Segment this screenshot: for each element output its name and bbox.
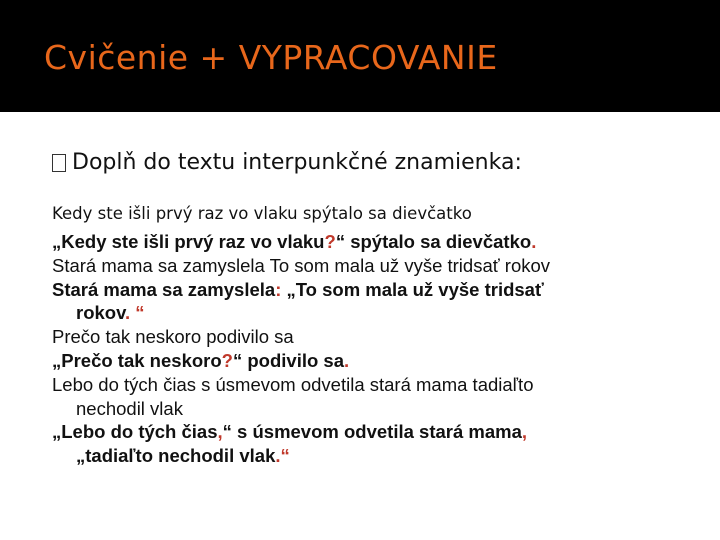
line-10-text-b: “: [280, 445, 290, 467]
task-instruction: Doplň do textu interpunkčné znamienka:: [72, 150, 522, 175]
line-9-punct-1: ,: [217, 421, 223, 443]
line-1-text-b: “ spýtalo sa dievčatko: [335, 231, 532, 252]
line-6-text-a: „Prečo tak neskoro: [52, 349, 222, 371]
line-3-punct-1: :: [275, 278, 282, 300]
line-5-task: Prečo tak neskoro podivilo sa: [52, 326, 294, 348]
exercise-lines: [52, 230, 716, 468]
line-6-punct-2: .: [344, 349, 350, 371]
line-3-solution: [52, 278, 716, 302]
line-9-text-a: „Lebo do tých čias: [52, 421, 218, 443]
line-4-text-b: “: [130, 302, 145, 324]
line-9-punct-2: ,: [521, 421, 528, 443]
line-6-solution: [52, 349, 716, 373]
line-4-punct-1: .: [125, 302, 131, 324]
intro-sentence: Kedy ste išli prvý raz vo vlaku spýtalo sa dievčatko: [52, 204, 472, 223]
line-10-punct-1: .: [275, 445, 281, 467]
line-2-task: Stará mama sa zamyslela To som mala už vyše tridsať rokov: [52, 254, 551, 276]
line-8-task: nechodil vlak: [76, 397, 183, 419]
line-10-text-a: „tadiaľto nechodil vlak: [76, 445, 276, 467]
task-bullet: [52, 150, 522, 175]
line-3-text-a: Stará mama sa zamyslela: [52, 278, 276, 300]
line-10-solution: [52, 444, 716, 468]
line-6-text-b: “ podivilo sa: [232, 349, 344, 371]
line-3-text-b: „To som mala už vyše tridsať: [281, 278, 544, 300]
bullet-box-icon: [52, 154, 66, 172]
line-4-solution: [52, 301, 716, 325]
line-1-solution: [52, 230, 716, 254]
line-9-text-b: “ s úsmevom odvetila stará mama: [222, 421, 522, 443]
line-1-punct-2: .: [531, 231, 537, 252]
title-bar: [0, 0, 720, 112]
line-4-text-a: rokov: [76, 302, 126, 324]
slide-title: Cvičenie + VYPRACOVANIE: [44, 38, 498, 77]
line-9-solution: [52, 420, 716, 444]
line-1-text-a: „Kedy ste išli prvý raz vo vlaku: [52, 231, 325, 252]
line-6-punct-1: ?: [221, 349, 233, 371]
line-7-task: Lebo do tých čias s úsmevom odvetila stará mama tadiaľto: [52, 373, 534, 395]
line-1-punct-1: ?: [324, 231, 336, 252]
